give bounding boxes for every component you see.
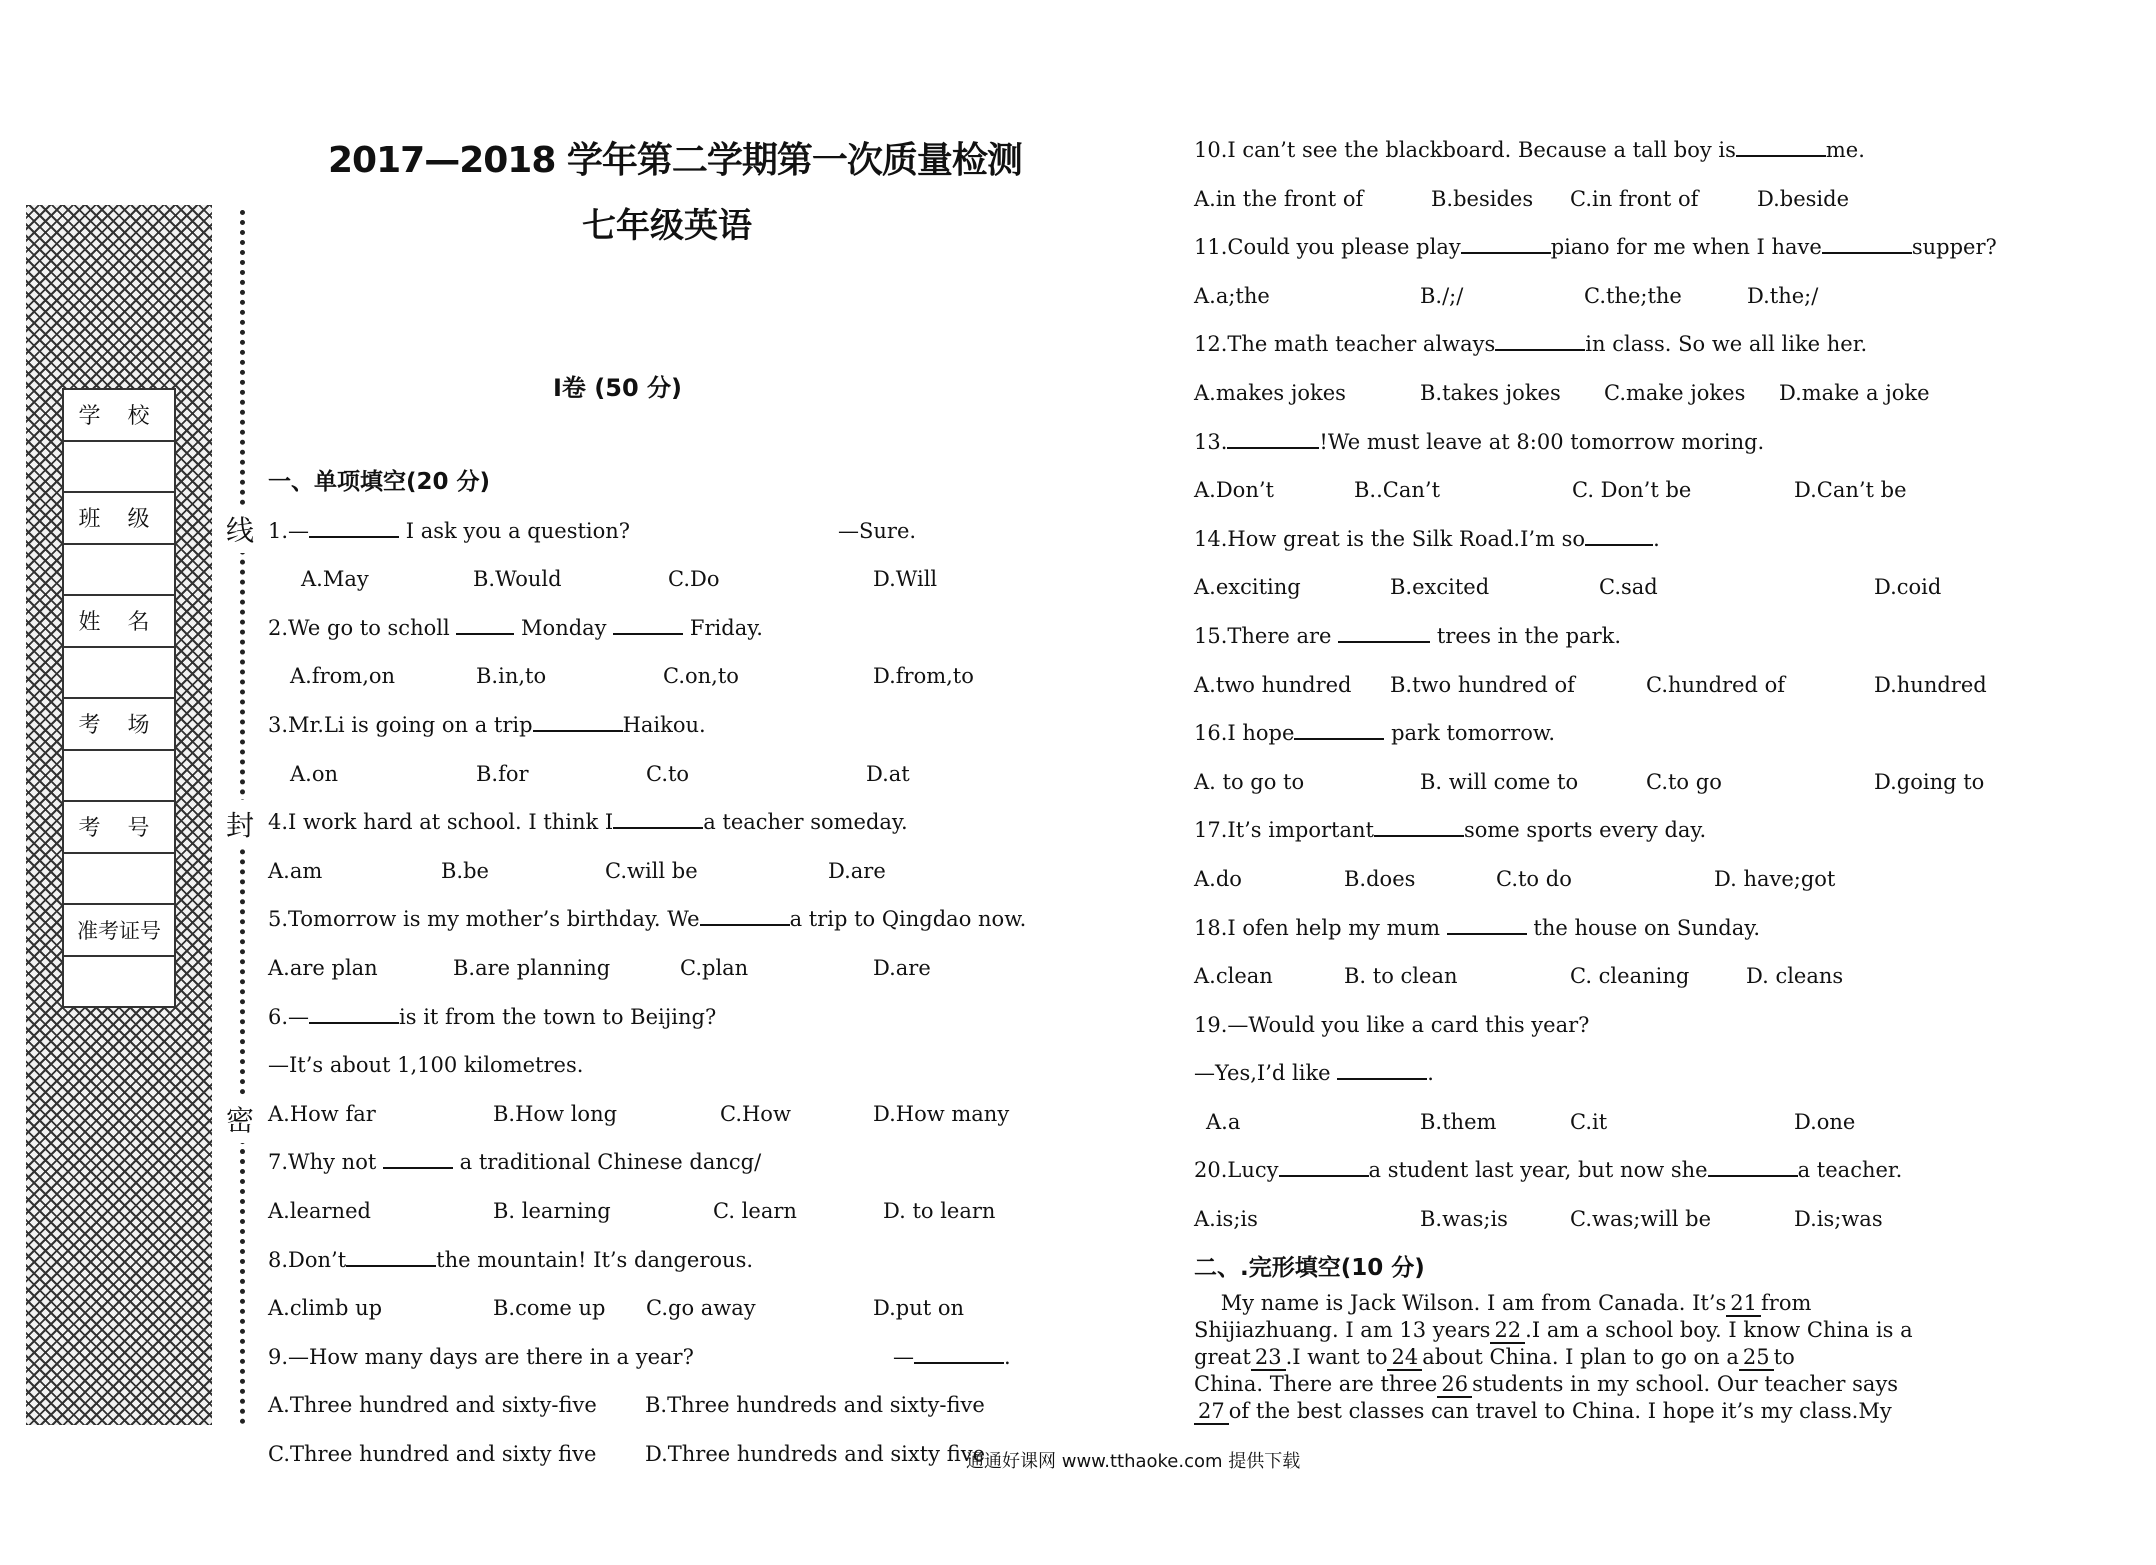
question-stem: 16.I hope park tomorrow. <box>1194 721 1556 746</box>
option[interactable]: D.is;was <box>1794 1207 1883 1232</box>
question-stem: 17.It’s important some sports every day. <box>1194 818 1707 843</box>
exam-room-label: 考 场 <box>64 699 174 751</box>
option[interactable]: D.How many <box>873 1101 1010 1126</box>
question-options <box>1194 175 2094 224</box>
option[interactable]: B.come up <box>493 1296 606 1321</box>
option[interactable]: A.in the front of <box>1194 186 1364 211</box>
option[interactable]: C.Three hundred and sixty five <box>268 1441 597 1466</box>
option[interactable]: B.for <box>476 761 529 786</box>
name-label: 姓 名 <box>64 596 174 648</box>
option[interactable]: B.Three hundreds and sixty-five <box>645 1393 985 1418</box>
answer-blank[interactable] <box>700 906 790 926</box>
question-stem: 11.Could you please play piano for me when I have supper? <box>1194 235 1997 260</box>
option[interactable]: A.from,on <box>290 664 396 689</box>
question-options <box>268 750 1088 799</box>
question-options <box>268 652 1088 701</box>
question-options <box>1194 1098 2094 1147</box>
option[interactable]: A.clean <box>1194 964 1273 989</box>
question-options <box>1194 758 2094 807</box>
option[interactable]: A.am <box>268 858 323 883</box>
exam-number-label: 考 号 <box>64 802 174 854</box>
option[interactable]: A.is;is <box>1194 1207 1258 1232</box>
question-options <box>268 1090 1088 1139</box>
footer-text: 通通好课网 www.tthaoke.com 提供下载 <box>966 1451 1301 1472</box>
question-stem: 5.Tomorrow is my mother’s birthday. We a trip to Qingdao now. <box>268 907 1027 932</box>
answer-blank[interactable] <box>383 1149 453 1169</box>
question-options <box>1194 855 2094 904</box>
class-field[interactable] <box>64 545 174 597</box>
option[interactable]: C.Do <box>668 567 720 592</box>
option[interactable]: D.are <box>828 858 886 883</box>
option[interactable]: C.was;will be <box>1570 1207 1712 1232</box>
left-column <box>268 458 1088 1478</box>
option[interactable]: D.make a joke <box>1779 380 1930 405</box>
option[interactable]: A.climb up <box>268 1296 383 1321</box>
passage-line: Shijiazhuang. I am 13 years 22 .I am a school boy. I know China is a <box>1194 1318 1913 1342</box>
option[interactable]: B.was;is <box>1420 1207 1508 1232</box>
option[interactable]: A.a;the <box>1194 283 1270 308</box>
answer-blank[interactable] <box>914 1344 1004 1364</box>
cloze-blank-21[interactable]: 21 <box>1726 1291 1761 1317</box>
question-options <box>1194 563 2094 612</box>
question-stem: 18.I ofen help my mum the house on Sunday. <box>1194 915 1761 940</box>
cloze-blank-25[interactable]: 25 <box>1739 1345 1774 1371</box>
answer-blank[interactable] <box>613 809 703 829</box>
answer-blank[interactable] <box>533 712 623 732</box>
cloze-passage <box>1194 1290 2014 1425</box>
option[interactable]: C.to go <box>1646 769 1722 794</box>
seal-seal-char: 封 <box>226 800 254 848</box>
page-title: 2017—2018 学年第二学期第一次质量检测 <box>328 140 1022 181</box>
option[interactable]: D.Can’t be <box>1794 478 1907 503</box>
question-stem: 9.—How many days are there in a year? — . <box>268 1344 1011 1369</box>
option[interactable]: D.from,to <box>873 664 974 689</box>
question-options <box>1194 1195 2094 1244</box>
cloze-blank-22[interactable]: 22 <box>1490 1318 1525 1344</box>
student-info-fields <box>62 388 176 1008</box>
option[interactable]: A.do <box>1194 866 1242 891</box>
question-options <box>1194 466 2094 515</box>
question-stem: 4.I work hard at school. I think I a teacher someday. <box>268 810 908 835</box>
option[interactable]: B.takes jokes <box>1420 380 1561 405</box>
question-stem: 13. !We must leave at 8:00 tomorrow moring. <box>1194 429 1765 454</box>
option[interactable]: B.Would <box>473 567 562 592</box>
option[interactable]: B.them <box>1420 1109 1497 1134</box>
option[interactable]: C.sad <box>1599 575 1658 600</box>
right-column <box>1194 126 2094 1292</box>
question-options <box>1194 272 2094 321</box>
passage-line: China. There are three 26 students in my school. Our teacher says <box>1194 1372 1899 1396</box>
answer-blank[interactable] <box>1337 1060 1427 1080</box>
option[interactable]: C.on,to <box>663 664 739 689</box>
option[interactable]: C.hundred of <box>1646 672 1786 697</box>
option[interactable]: D.beside <box>1757 186 1849 211</box>
school-label: 学 校 <box>64 390 174 442</box>
option[interactable]: C.will be <box>605 858 698 883</box>
question-options <box>268 1430 1088 1479</box>
seal-line-char: 线 <box>226 505 254 553</box>
question-stem: 3.Mr.Li is going on a trip Haikou. <box>268 712 706 737</box>
answer-blank[interactable] <box>1708 1157 1798 1177</box>
question-stem: 19.—Would you like a card this year? <box>1194 1012 1590 1037</box>
option[interactable]: B..Can’t <box>1354 478 1441 503</box>
option[interactable]: C.it <box>1570 1109 1608 1134</box>
option[interactable]: B./;/ <box>1420 283 1464 308</box>
option[interactable]: C.How <box>720 1101 791 1126</box>
option[interactable]: D.Will <box>873 567 938 592</box>
option[interactable]: D.going to <box>1874 769 1985 794</box>
answer-blank[interactable] <box>309 1004 399 1024</box>
school-field[interactable] <box>64 442 174 494</box>
option[interactable]: B.besides <box>1431 186 1534 211</box>
question-options <box>268 847 1088 896</box>
option[interactable]: C. learn <box>713 1198 797 1223</box>
question-stem: 6.— is it from the town to Beijing? <box>268 1004 717 1029</box>
option[interactable]: D.are <box>873 955 931 980</box>
question-stem: 1.— I ask you a question? —Sure. <box>268 518 917 543</box>
question-options <box>268 1284 1088 1333</box>
answer-blank[interactable] <box>1338 623 1430 643</box>
answer-blank[interactable] <box>346 1247 436 1267</box>
admission-number-field[interactable] <box>64 957 174 1007</box>
option[interactable]: A.May <box>301 567 369 592</box>
question-stem: 8.Don’t the mountain! It’s dangerous. <box>268 1247 754 1272</box>
option[interactable]: B. to clean <box>1344 964 1458 989</box>
answer-blank[interactable] <box>1447 915 1527 935</box>
option[interactable]: C. Don’t be <box>1572 478 1692 503</box>
option[interactable]: C.make jokes <box>1604 380 1746 405</box>
cloze-blank-23[interactable]: 23 <box>1251 1345 1286 1371</box>
passage-line: My name is Jack Wilson. I am from Canada. It’s 21 from <box>1220 1291 1812 1315</box>
option[interactable]: B.excited <box>1390 575 1490 600</box>
passage-line: 27 of the best classes can travel to China. I hope it’s my class.My <box>1194 1398 2014 1425</box>
question-options <box>1194 369 2094 418</box>
option[interactable]: D. have;got <box>1714 866 1836 891</box>
question-stem: 10.I can’t see the blackboard. Because a tall boy is me. <box>1194 138 1865 162</box>
option[interactable]: A.Three hundred and sixty-five <box>268 1393 597 1418</box>
option[interactable]: A.How far <box>268 1101 376 1126</box>
option[interactable]: C.to <box>646 761 690 786</box>
question-stem: 12.The math teacher always in class. So we all like her. <box>1194 332 1868 357</box>
question-stem: 7.Why not a traditional Chinese dancg/ <box>268 1150 762 1175</box>
section1-title: 一、单项填空(20 分) <box>268 469 491 495</box>
answer-blank[interactable] <box>1374 817 1464 837</box>
question-stem: 15.There are trees in the park. <box>1194 623 1622 648</box>
question-stem: 20.Lucy a student last year, but now she a teacher. <box>1194 1158 1903 1183</box>
option[interactable]: A.are plan <box>268 955 378 980</box>
option[interactable]: A.makes jokes <box>1194 380 1346 405</box>
volume-label: Ⅰ卷 (50 分) <box>553 374 682 402</box>
option[interactable]: D. cleans <box>1746 964 1844 989</box>
question-options <box>1194 661 2094 710</box>
admission-number-label: 准考证号 <box>64 905 174 957</box>
option[interactable]: D.at <box>866 761 910 786</box>
answer-blank[interactable] <box>1227 429 1319 449</box>
question-options <box>268 1187 1088 1236</box>
answer-blank[interactable] <box>1585 526 1653 546</box>
answer-blank[interactable] <box>1495 331 1585 351</box>
seal-secret-char: 密 <box>226 1095 254 1143</box>
answer-blank[interactable] <box>613 615 683 635</box>
option[interactable]: D.coid <box>1874 575 1942 600</box>
question-line: —Yes,I’d like . <box>1194 1061 1434 1086</box>
option[interactable]: B. will come to <box>1420 769 1579 794</box>
option[interactable]: A.on <box>290 761 339 786</box>
option[interactable]: A. to go to <box>1194 769 1305 794</box>
option[interactable]: D. to learn <box>883 1198 996 1223</box>
option[interactable]: D.hundred <box>1874 672 1987 697</box>
option[interactable]: B.be <box>441 858 489 883</box>
question-options <box>268 1381 1088 1430</box>
option[interactable]: C.plan <box>680 955 749 980</box>
question-stem: 14.How great is the Silk Road.I’m so . <box>1194 526 1660 551</box>
option[interactable]: A.a <box>1206 1109 1241 1134</box>
option[interactable]: C.in front of <box>1570 186 1699 211</box>
answer-blank[interactable] <box>1822 234 1912 254</box>
option[interactable]: D.Three hundreds and sixty five <box>645 1441 986 1466</box>
option[interactable]: D.one <box>1794 1109 1856 1134</box>
cloze-blank-26[interactable]: 26 <box>1437 1372 1472 1398</box>
option[interactable]: A.two hundred <box>1194 672 1352 697</box>
exam-room-field[interactable] <box>64 751 174 803</box>
question-options <box>268 555 1088 604</box>
option[interactable]: D.put on <box>873 1296 965 1321</box>
option[interactable]: B.How long <box>493 1101 618 1126</box>
option[interactable]: B.two hundred of <box>1390 672 1575 697</box>
class-label: 班 级 <box>64 493 174 545</box>
exam-number-field[interactable] <box>64 854 174 906</box>
option[interactable]: B.in,to <box>476 664 547 689</box>
answer-blank[interactable] <box>1279 1157 1369 1177</box>
answer-blank[interactable] <box>1736 137 1826 157</box>
name-field[interactable] <box>64 648 174 700</box>
option[interactable]: A.learned <box>268 1198 371 1223</box>
cloze-blank-27[interactable]: 27 <box>1194 1399 1229 1425</box>
answer-blank[interactable] <box>1461 234 1551 254</box>
question-line: —It’s about 1,100 kilometres. <box>268 1053 584 1078</box>
cloze-blank-24[interactable]: 24 <box>1387 1345 1422 1371</box>
option[interactable]: C.go away <box>646 1296 756 1321</box>
answer-blank[interactable] <box>1294 720 1384 740</box>
option[interactable]: C. cleaning <box>1570 964 1690 989</box>
section2-title: 二、.完形填空(10 分) <box>1194 1254 1425 1281</box>
question-options <box>268 944 1088 993</box>
option[interactable]: C.the;the <box>1584 283 1682 308</box>
question-stem: 2.We go to scholl Monday Friday. <box>268 615 763 640</box>
answer-blank[interactable] <box>309 518 399 538</box>
option[interactable]: B.does <box>1344 866 1416 891</box>
option[interactable]: B. learning <box>493 1198 611 1223</box>
passage-line: great 23 .I want to 24 about China. I plan to go on a 25 to <box>1194 1345 1795 1369</box>
option[interactable]: C.to do <box>1496 866 1572 891</box>
answer-blank[interactable] <box>456 615 514 635</box>
option[interactable]: A.exciting <box>1194 575 1301 600</box>
question-options <box>1194 952 2094 1001</box>
page-subtitle: 七年级英语 <box>582 206 752 246</box>
option[interactable]: A.Don’t <box>1194 478 1274 503</box>
option[interactable]: D.the;/ <box>1747 283 1819 308</box>
option[interactable]: B.are planning <box>453 955 611 980</box>
